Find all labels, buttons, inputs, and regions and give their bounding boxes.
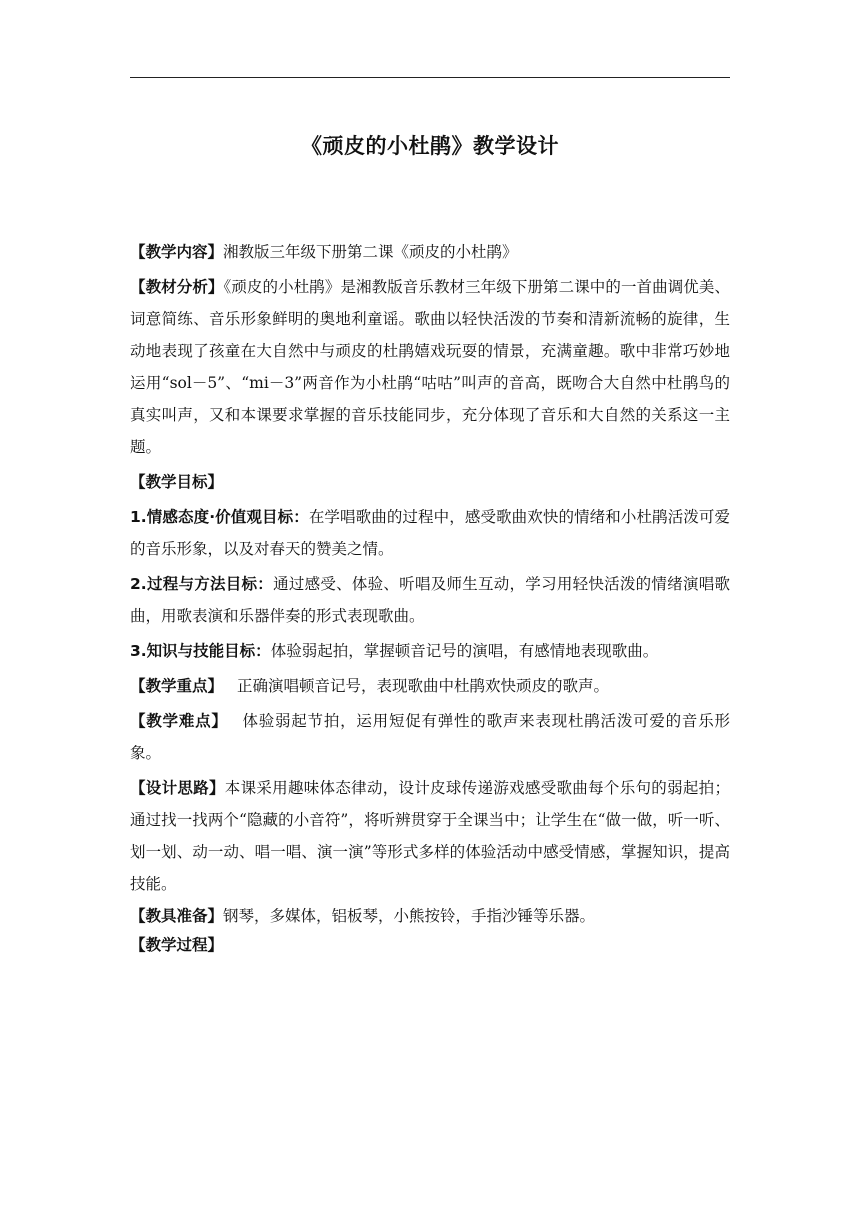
goal-label: 3.知识与技能目标： bbox=[130, 642, 271, 660]
section-text: 体验弱起节拍，运用短促有弹性的歌声来表现杜鹃活泼可爱的音乐形象。 bbox=[130, 712, 730, 762]
teaching-content bbox=[130, 236, 730, 268]
section-text: 正确演唱顿音记号，表现歌曲中杜鹃欢快顽皮的歌声。 bbox=[237, 677, 610, 695]
section-text: 湘教版三年级下册第二课《顽皮的小杜鹃》 bbox=[223, 243, 518, 261]
header-rule bbox=[130, 77, 730, 78]
goal-text: 在学唱歌曲的过程中，感受歌曲欢快的情绪和小杜鹃活泼可爱的音乐形象，以及对春天的赞美之情。 bbox=[130, 508, 730, 558]
section-label: 【教学难点】 bbox=[130, 712, 228, 730]
teaching-key-point bbox=[130, 670, 730, 702]
section-text: 《顽皮的小杜鹃》是湘教版音乐教材三年级下册第二课中的一首曲调优美、词意简练、音乐形象鲜明的奥地利童谣。歌曲以轻快活泼的节奏和清新流畅的旋律，生动地表现了孩童在大自然中与顽皮的杜鹃嬉戏玩耍的情景，充满童趣。歌中非常巧妙地运用“sol－5”、“mi－3”两音作为小杜鹃“咕咕”叫声的音高，既吻合大自然中杜鹃鸟的真实叫声，又和本课要求掌握的音乐技能同步，充分体现了音乐和大自然的关系这一主题。 bbox=[130, 278, 730, 456]
section-label: 【教学目标】 bbox=[130, 473, 224, 491]
goal-text: 体验弱起拍，掌握顿音记号的演唱，有感情地表现歌曲。 bbox=[270, 642, 659, 660]
goal-item-1 bbox=[130, 501, 730, 565]
section-text: 本课采用趣味体态律动，设计皮球传递游戏感受歌曲每个乐句的弱起拍；通过找一找两个“隐藏的小音符”，将听辨贯穿于全课当中；让学生在“做一做，听一听、划一划、动一动、唱一唱、演一演”等形式多样的体验活动中感受情感，掌握知识，提高技能。 bbox=[130, 779, 730, 893]
section-label: 【教学过程】 bbox=[130, 936, 224, 954]
section-label: 【教学内容】 bbox=[130, 243, 224, 261]
material-analysis bbox=[130, 271, 730, 463]
section-text: 钢琴，多媒体，铝板琴，小熊按铃，手指沙锤等乐器。 bbox=[223, 907, 596, 925]
document-title: 《顽皮的小杜鹃》教学设计 bbox=[301, 134, 559, 158]
section-label: 【教具准备】 bbox=[130, 907, 224, 925]
goal-text: 通过感受、体验、听唱及师生互动，学习用轻快活泼的情绪演唱歌曲，用歌表演和乐器伴奏的形式表现歌曲。 bbox=[130, 575, 730, 625]
section-label: 【设计思路】 bbox=[130, 779, 225, 797]
teaching-goals-heading bbox=[130, 466, 730, 498]
design-idea bbox=[130, 772, 730, 900]
section-label: 【教学重点】 bbox=[130, 677, 224, 695]
document-body bbox=[130, 236, 730, 961]
goal-label: 2.过程与方法目标： bbox=[130, 575, 274, 593]
section-label: 【教材分析】 bbox=[130, 278, 224, 296]
teaching-process-heading bbox=[130, 932, 730, 958]
goal-item-3 bbox=[130, 635, 730, 667]
goal-item-2 bbox=[130, 568, 730, 632]
teaching-tools bbox=[130, 903, 730, 929]
teaching-difficulty bbox=[130, 705, 730, 769]
goal-label: 1.情感态度·价值观目标： bbox=[130, 508, 309, 526]
